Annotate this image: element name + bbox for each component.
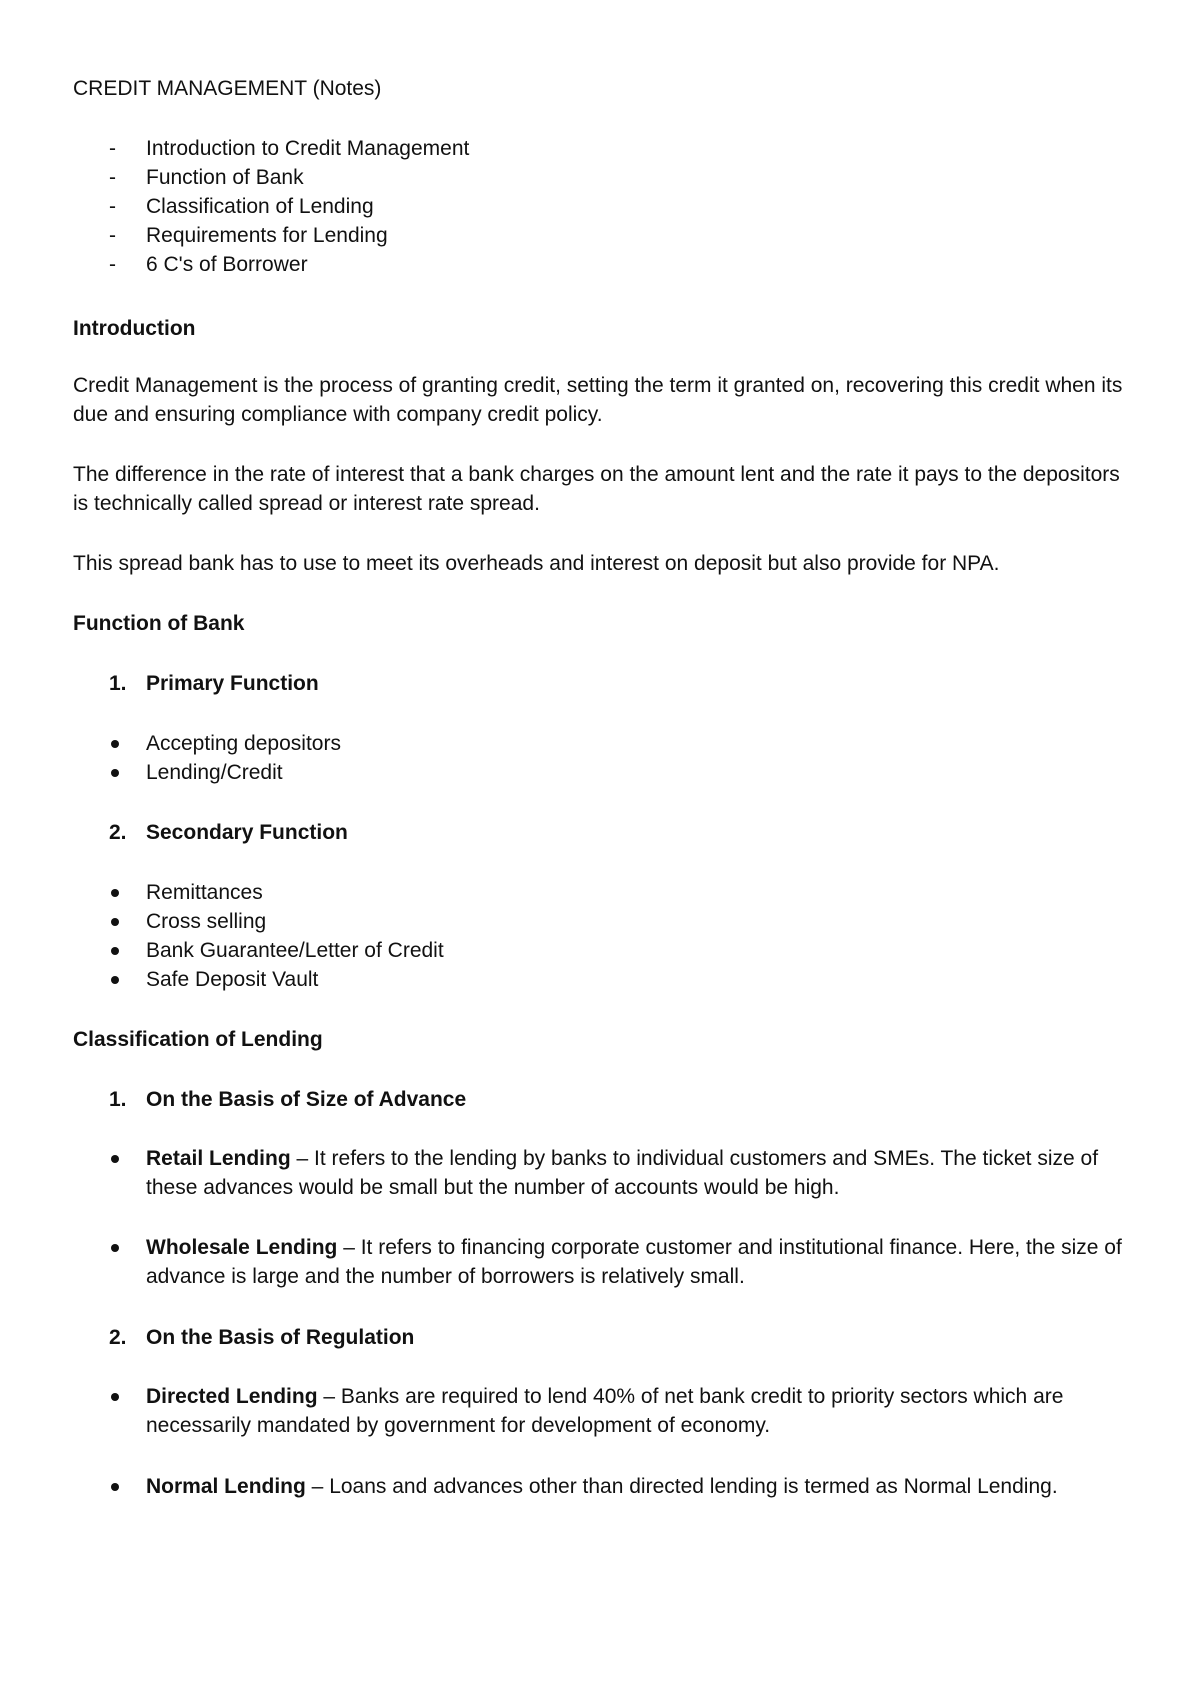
- bullet-icon: [111, 889, 119, 897]
- wholesale-lending-item: [146, 1233, 1136, 1291]
- list-number: 1.: [109, 672, 127, 695]
- contents-item: - 6 C's of Borrower: [109, 253, 308, 276]
- function-of-bank-heading: Function of Bank: [73, 612, 245, 635]
- retail-lending-text: – It refers to the lending by banks to individual customers and SMEs. The ticket size of these advances would be small but the number of accounts would be high.: [146, 1147, 1099, 1199]
- regulation-basis-heading: [109, 1323, 414, 1352]
- document-title: CREDIT MANAGEMENT (Notes): [73, 77, 382, 100]
- normal-lending-text: – Loans and advances other than directed lending is termed as Normal Lending.: [305, 1475, 1058, 1498]
- bullet-item: Cross selling: [146, 907, 1136, 936]
- normal-lending-item: [146, 1472, 1136, 1501]
- wholesale-lending-term: Wholesale Lending: [146, 1236, 338, 1259]
- introduction-heading: Introduction: [73, 317, 196, 340]
- contents-item: - Classification of Lending: [109, 195, 374, 218]
- bullet-icon: [111, 947, 119, 955]
- bullet-icon: [111, 976, 119, 984]
- contents-item-label: Function of Bank: [146, 166, 304, 189]
- bullet-item: Lending/Credit: [146, 758, 1136, 787]
- contents-item-label: Classification of Lending: [146, 195, 374, 218]
- wholesale-lending-text: – It refers to financing corporate customer and institutional finance. Here, the size of advance is large and the number of borrowers is relatively small.: [146, 1236, 1122, 1288]
- directed-lending-text: – Banks are required to lend 40% of net bank credit to priority sectors which are necessarily mandated by government for development of economy.: [146, 1385, 1064, 1437]
- bullet-item: Remittances: [146, 878, 1136, 907]
- primary-function-heading: [109, 669, 319, 698]
- list-number: 2.: [109, 1326, 127, 1349]
- contents-item: - Introduction to Credit Management: [109, 137, 470, 160]
- classification-heading: Classification of Lending: [73, 1028, 323, 1051]
- retail-lending-item: [146, 1144, 1136, 1202]
- intro-paragraph-npa: This spread bank has to use to meet its overheads and interest on deposit but also provide for NPA.: [73, 552, 1000, 575]
- secondary-function-heading: [109, 818, 348, 847]
- retail-lending-term: Retail Lending: [146, 1147, 291, 1170]
- regulation-basis-label: On the Basis of Regulation: [146, 1326, 415, 1349]
- contents-item-label: Requirements for Lending: [146, 224, 388, 247]
- bullet-icon: [111, 769, 119, 777]
- bullet-icon: [111, 918, 119, 926]
- contents-item: - Function of Bank: [109, 166, 304, 189]
- contents-item-label: 6 C's of Borrower: [146, 253, 308, 276]
- bullet-icon: [111, 1483, 119, 1491]
- bullet-icon: [111, 740, 119, 748]
- intro-paragraph-definition: Credit Management is the process of granting credit, setting the term it granted on, recovering this credit when its due and ensuring compliance with company credit policy.: [73, 374, 1123, 426]
- list-number: 2.: [109, 821, 127, 844]
- bullet-item: Accepting depositors: [146, 729, 1136, 758]
- size-basis-heading: [109, 1085, 466, 1114]
- bullet-icon: [111, 1393, 119, 1401]
- size-basis-label: On the Basis of Size of Advance: [146, 1088, 467, 1111]
- secondary-function-label: Secondary Function: [146, 821, 348, 844]
- bullet-icon: [111, 1244, 119, 1252]
- bullet-icon: [111, 1155, 119, 1163]
- normal-lending-term: Normal Lending: [146, 1475, 306, 1498]
- directed-lending-term: Directed Lending: [146, 1385, 318, 1408]
- contents-list: [73, 134, 469, 279]
- bullet-item: Safe Deposit Vault: [146, 965, 1136, 994]
- list-number: 1.: [109, 1088, 127, 1111]
- contents-item-label: Introduction to Credit Management: [146, 137, 470, 160]
- primary-function-label: Primary Function: [146, 672, 319, 695]
- intro-paragraph-spread: The difference in the rate of interest that a bank charges on the amount lent and the rate it pays to the depositors is technically called spread or interest rate spread.: [73, 463, 1120, 515]
- directed-lending-item: [146, 1382, 1136, 1440]
- contents-item: - Requirements for Lending: [109, 224, 388, 247]
- bullet-item: Bank Guarantee/Letter of Credit: [146, 936, 1136, 965]
